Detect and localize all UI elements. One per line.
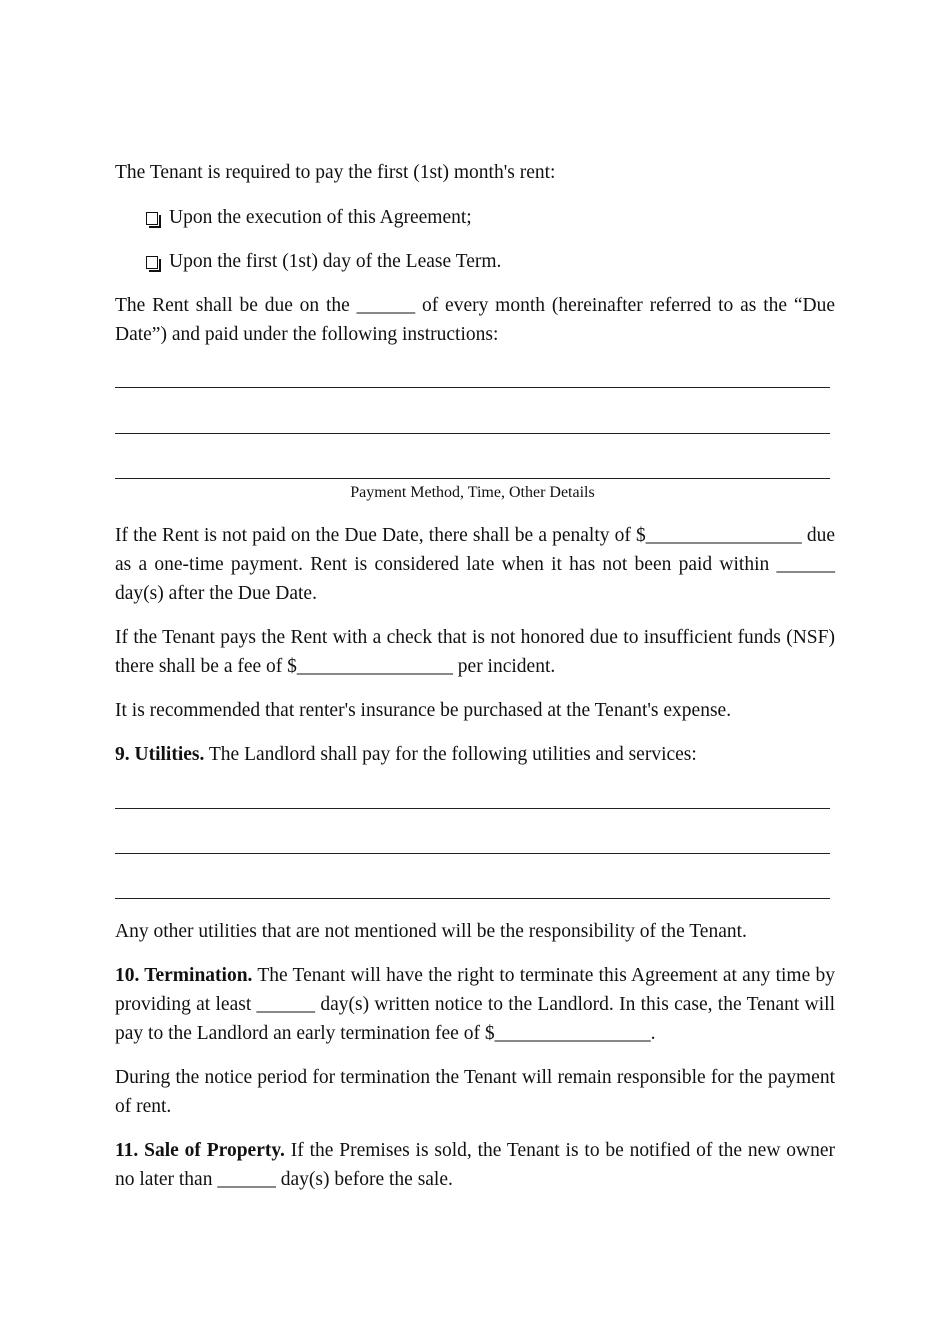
payment-instructions-line-2[interactable]: [115, 433, 830, 434]
sale-heading: 11. Sale of Property.: [115, 1140, 285, 1161]
late-penalty-paragraph: If the Rent is not paid on the Due Date, there shall be a penalty of $________________ due as a one-time payment. Rent is considered late when it has not been paid within ______ day(s) after the Due Date.: [115, 525, 835, 604]
sale-of-property-paragraph: [115, 1136, 835, 1194]
sale-text: If the Premises is sold, the Tenant is to be notified of the new owner no later than ______ day(s) before the sale.: [115, 1140, 836, 1190]
utilities-line-3[interactable]: [115, 898, 830, 899]
utilities-text: The Landlord shall pay for the following utilities and services:: [204, 744, 697, 765]
nsf-fee-paragraph: If the Tenant pays the Rent with a check that is not honored due to insufficient funds (NSF) there shall be a fee of $________________ per incident.: [115, 627, 835, 677]
due-date-paragraph: The Rent shall be due on the ______ of every month (hereinafter referred to as the “Due Date”) and paid under the following instructions:: [115, 295, 835, 345]
termination-text: The Tenant will have the right to terminate this Agreement at any time by providing at least ______ day(s) written notice to the Landlord. In this case, the Tenant will pay to the Landlord an early termination fee of $________________.: [115, 965, 835, 1044]
utilities-heading: 9. Utilities.: [115, 744, 205, 765]
payment-details-caption: Payment Method, Time, Other Details: [350, 484, 595, 501]
termination-paragraph: [115, 961, 835, 1048]
insurance-paragraph: It is recommended that renter's insurance be purchased at the Tenant's expense.: [115, 700, 732, 721]
option-first-day[interactable]: [146, 247, 501, 276]
other-utilities-paragraph: Any other utilities that are not mentioned will be the responsibility of the Tenant.: [115, 921, 747, 942]
utilities-line-1[interactable]: [115, 808, 830, 809]
payment-instructions-line-1[interactable]: [115, 387, 830, 388]
termination-heading: 10. Termination.: [115, 965, 253, 986]
utilities-line-2[interactable]: [115, 853, 830, 854]
option-first-day-label: Upon the first (1st) day of the Lease Term.: [169, 251, 502, 272]
checkbox-icon[interactable]: [146, 212, 158, 225]
first-month-rent-intro: The Tenant is required to pay the first (1st) month's rent:: [115, 162, 556, 183]
notice-period-paragraph: During the notice period for termination the Tenant will remain responsible for the payment of rent.: [115, 1067, 835, 1117]
utilities-paragraph: [115, 740, 835, 769]
option-execution-label: Upon the execution of this Agreement;: [169, 207, 472, 228]
option-execution[interactable]: [146, 203, 472, 232]
payment-instructions-line-3[interactable]: [115, 478, 830, 479]
checkbox-icon[interactable]: [146, 256, 158, 269]
